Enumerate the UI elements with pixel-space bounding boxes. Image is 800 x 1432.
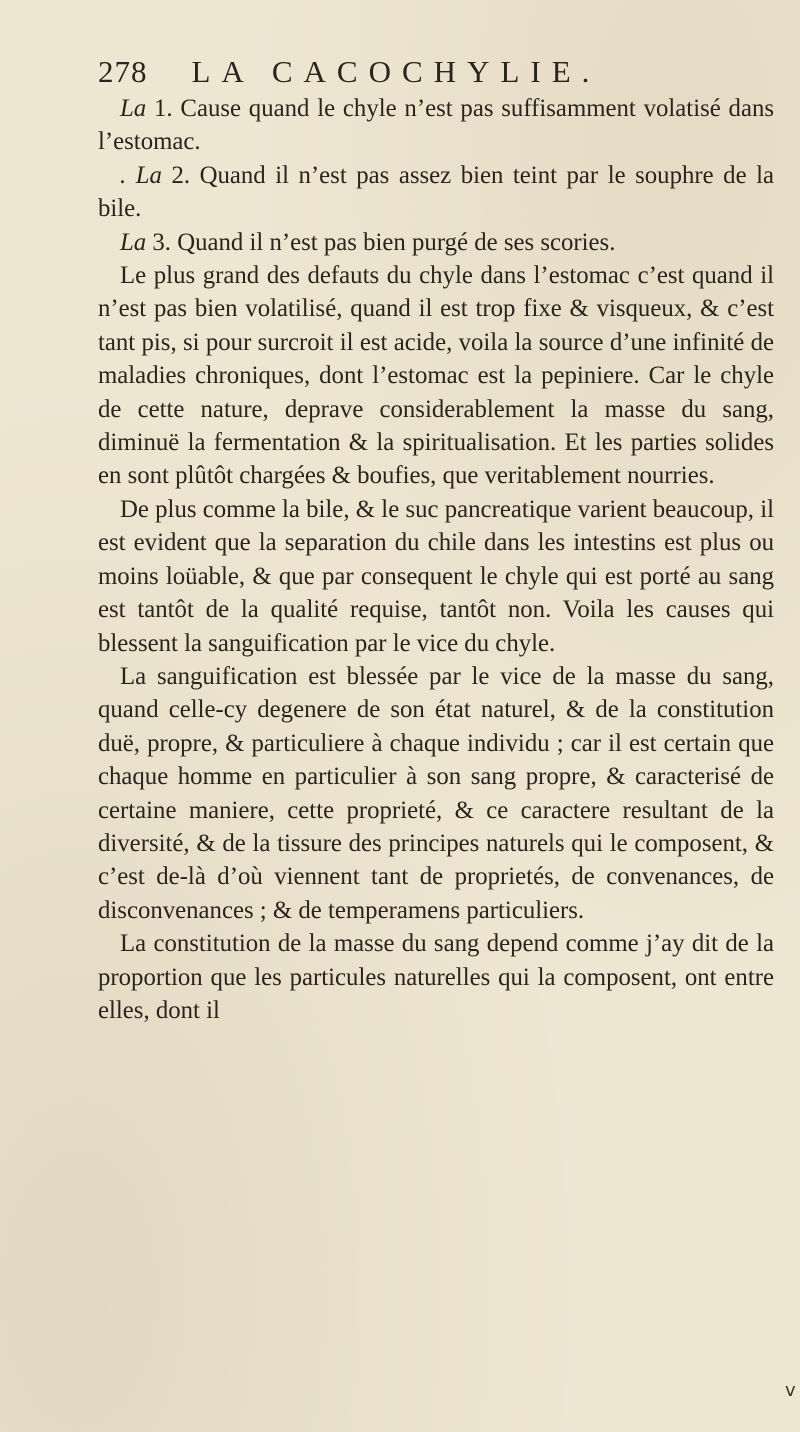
paragraph-constitution bbox=[98, 927, 774, 1027]
paragraph-lead: La bbox=[120, 95, 147, 122]
running-title: LA CACOCHYLIE. bbox=[191, 54, 601, 89]
paragraph-bile-et-suc bbox=[98, 493, 774, 660]
paragraph-cause-3 bbox=[98, 226, 774, 259]
body-text bbox=[98, 92, 774, 1027]
paragraph-cause-1 bbox=[98, 92, 774, 159]
paragraph-lead: . La bbox=[120, 161, 162, 189]
paragraph-text: 2. Quand il n’est pas assez bien teint par le souphre de la bile. bbox=[98, 161, 774, 223]
paragraph-text: 3. Quand il n’est pas bien purgé de ses scories. bbox=[146, 228, 616, 256]
paragraph-text: 1. Cause quand le chyle n’est pas suffisamment volatisé dans l’estomac. bbox=[98, 95, 774, 156]
paragraph-text: Le plus grand des defauts du chyle dans l’estomac c’est quand il n’est pas bien volatilisé, quand il est trop fixe & visqueux, & c’est tant pis, si pour surcroit il est acide, voila la source d’une infinité de maladies chroniques, dont l’estomac est la pepiniere. Car le chyle de cette nature, deprave considerablement la masse du sang, diminuë la fermentation & la spiritualisation. Et les parties solides en sont plûtôt chargées & boufies, que veritablement nourries. bbox=[98, 262, 774, 490]
paragraph-cause-2 bbox=[98, 159, 774, 226]
book-page bbox=[98, 52, 774, 1027]
paragraph-sanguification bbox=[98, 660, 774, 927]
stray-mark: v bbox=[785, 1380, 796, 1401]
paragraph-text: La constitution de la masse du sang depend comme j’ay dit de la proportion que les particules naturelles qui la composent, ont entre elles, dont il bbox=[98, 930, 774, 1024]
page-header bbox=[98, 52, 774, 92]
page-number: 278 bbox=[98, 54, 148, 89]
paragraph-text: La sanguification est blessée par le vice de la masse du sang, quand celle-cy degenere de son état naturel, & de la constitution duë, propre, & particuliere à chaque individu ; car il est certain que chaque homme en particulier à son sang propre, & caracterisé de certaine maniere, cette proprieté, & ce caractere resultant de la diversité, & de la tissure des principes naturels qui le composent, & c’est de-là d’où viennent tant de proprietés, de convenances, de disconvenances ; & de temperamens particuliers. bbox=[98, 662, 774, 924]
paragraph-lead: La bbox=[120, 228, 147, 256]
paragraph-text: De plus comme la bile, & le suc pancreatique varient beaucoup, il est evident que la separation du chile dans les intestins est plus ou moins loüable, & que par consequent le chyle qui est porté au sang est tantôt de la qualité requise, tantôt non. Voila les causes qui blessent la sanguification par le vice du chyle. bbox=[98, 495, 774, 657]
paragraph-defauts-du-chyle bbox=[98, 259, 774, 493]
